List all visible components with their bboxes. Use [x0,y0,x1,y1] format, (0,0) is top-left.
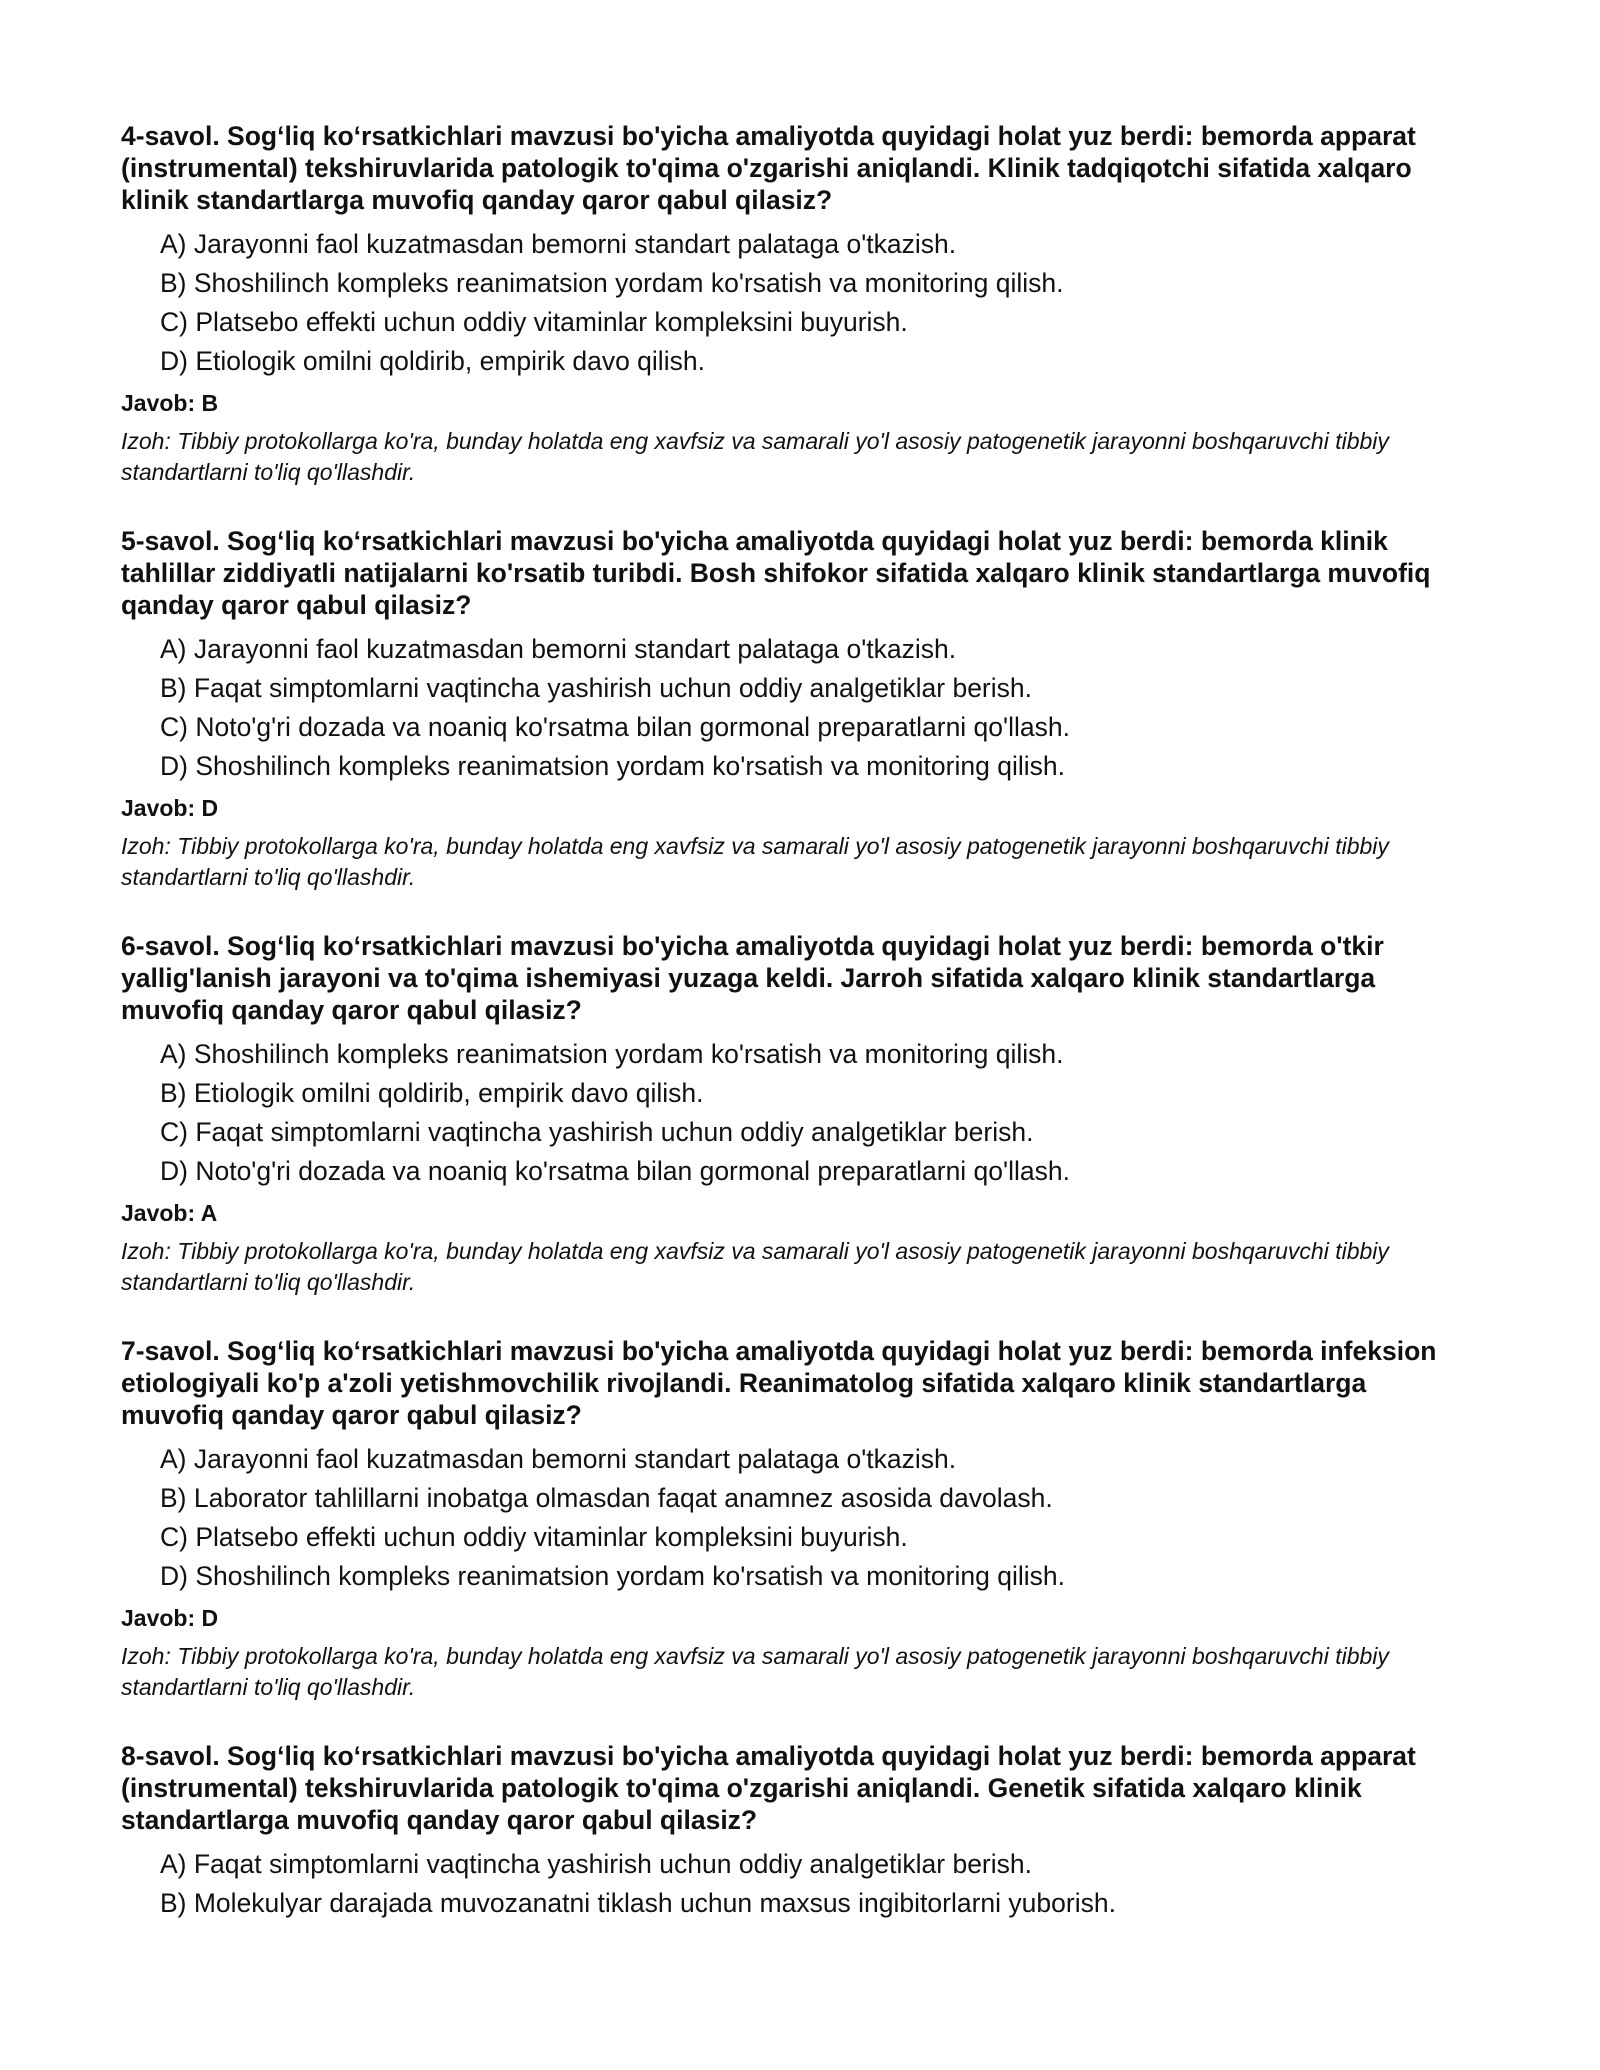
option-c: C) Platsebo effekti uchun oddiy vitaminlar kompleksini buyurish. [160,1522,908,1552]
document-page [121,120,1451,1960]
answer-label: Javob: D [121,795,219,821]
option-list [121,630,1451,786]
option-b: B) Molekulyar darajada muvozanatni tiklash uchun maxsus ingibitorlarni yuborish. [160,1888,1116,1918]
option-list [121,1845,1451,1923]
option-b: B) Etiologik omilni qoldirib, empirik davo qilish. [160,1078,704,1108]
option-d: D) Noto'g'ri dozada va noaniq ko'rsatma bilan gormonal preparatlarni qo'llash. [160,1156,1070,1186]
answer-label: Javob: A [121,1200,218,1226]
question-title: 7-savol. Sog‘liq ko‘rsatkichlari mavzusi bo'yicha amaliyotda quyidagi holat yuz berdi: bemorda infeksion etiologiyali ko'p a'zoli yetishmovchilik rivojlandi. Reanimatolog sifatida xalqaro klinik standartlarga muvofiq qanday qaror qabul qilasiz? [121,1336,1437,1430]
question-block [121,930,1451,1298]
option-b: B) Faqat simptomlarni vaqtincha yashirish uchun oddiy analgetiklar berish. [160,673,1032,703]
explanation-text: Izoh: Tibbiy protokollarga ko'ra, bunday holatda eng xavfsiz va samarali yo'l asosiy patogenetik jarayonni boshqaruvchi tibbiy standartlarni to'liq qo'llashdir. [121,833,1389,890]
option-c: C) Faqat simptomlarni vaqtincha yashirish uchun oddiy analgetiklar berish. [160,1117,1034,1147]
option-a: A) Jarayonni faol kuzatmasdan bemorni standart palataga o'tkazish. [160,634,957,664]
option-d: D) Shoshilinch kompleks reanimatsion yordam ko'rsatish va monitoring qilish. [160,751,1065,781]
question-block [121,525,1451,893]
explanation-text: Izoh: Tibbiy protokollarga ko'ra, bunday holatda eng xavfsiz va samarali yo'l asosiy patogenetik jarayonni boshqaruvchi tibbiy standartlarni to'liq qo'llashdir. [121,1238,1389,1295]
question-title: 4-savol. Sog‘liq ko‘rsatkichlari mavzusi bo'yicha amaliyotda quyidagi holat yuz berdi: bemorda apparat (instrumental) tekshiruvlarida patologik to'qima o'zgarishi aniqlandi. Klinik tadqiqotchi sifatida xalqaro klinik standartlarga muvofiq qanday qaror qabul qilasiz? [121,121,1416,215]
question-title: 6-savol. Sog‘liq ko‘rsatkichlari mavzusi bo'yicha amaliyotda quyidagi holat yuz berdi: bemorda o'tkir yallig'lanish jarayoni va to'qima ishemiyasi yuzaga keldi. Jarroh sifatida xalqaro klinik standartlarga muvofiq qanday qaror qabul qilasiz? [121,931,1384,1025]
option-a: A) Faqat simptomlarni vaqtincha yashirish uchun oddiy analgetiklar berish. [160,1849,1032,1879]
explanation-text: Izoh: Tibbiy protokollarga ko'ra, bunday holatda eng xavfsiz va samarali yo'l asosiy patogenetik jarayonni boshqaruvchi tibbiy standartlarni to'liq qo'llashdir. [121,1643,1389,1700]
question-block [121,1740,1451,1923]
option-list [121,1440,1451,1596]
option-a: A) Jarayonni faol kuzatmasdan bemorni standart palataga o'tkazish. [160,1444,957,1474]
question-title: 8-savol. Sog‘liq ko‘rsatkichlari mavzusi bo'yicha amaliyotda quyidagi holat yuz berdi: bemorda apparat (instrumental) tekshiruvlarida patologik to'qima o'zgarishi aniqlandi. Genetik sifatida xalqaro klinik standartlarga muvofiq qanday qaror qabul qilasiz? [121,1741,1416,1835]
answer-label: Javob: D [121,1605,219,1631]
option-b: B) Laborator tahlillarni inobatga olmasdan faqat anamnez asosida davolash. [160,1483,1053,1513]
option-b: B) Shoshilinch kompleks reanimatsion yordam ko'rsatish va monitoring qilish. [160,268,1064,298]
answer-label: Javob: B [121,390,219,416]
explanation-text: Izoh: Tibbiy protokollarga ko'ra, bunday holatda eng xavfsiz va samarali yo'l asosiy patogenetik jarayonni boshqaruvchi tibbiy standartlarni to'liq qo'llashdir. [121,428,1389,485]
option-list [121,1035,1451,1191]
question-block [121,1335,1451,1703]
option-d: D) Shoshilinch kompleks reanimatsion yordam ko'rsatish va monitoring qilish. [160,1561,1065,1591]
option-c: C) Noto'g'ri dozada va noaniq ko'rsatma bilan gormonal preparatlarni qo'llash. [160,712,1070,742]
question-block [121,120,1451,488]
option-c: C) Platsebo effekti uchun oddiy vitaminlar kompleksini buyurish. [160,307,908,337]
option-list [121,225,1451,381]
question-title: 5-savol. Sog‘liq ko‘rsatkichlari mavzusi bo'yicha amaliyotda quyidagi holat yuz berdi: bemorda klinik tahlillar ziddiyatli natijalarni ko'rsatib turibdi. Bosh shifokor sifatida xalqaro klinik standartlarga muvofiq qanday qaror qabul qilasiz? [121,526,1431,620]
option-d: D) Etiologik omilni qoldirib, empirik davo qilish. [160,346,705,376]
option-a: A) Jarayonni faol kuzatmasdan bemorni standart palataga o'tkazish. [160,229,957,259]
option-a: A) Shoshilinch kompleks reanimatsion yordam ko'rsatish va monitoring qilish. [160,1039,1064,1069]
